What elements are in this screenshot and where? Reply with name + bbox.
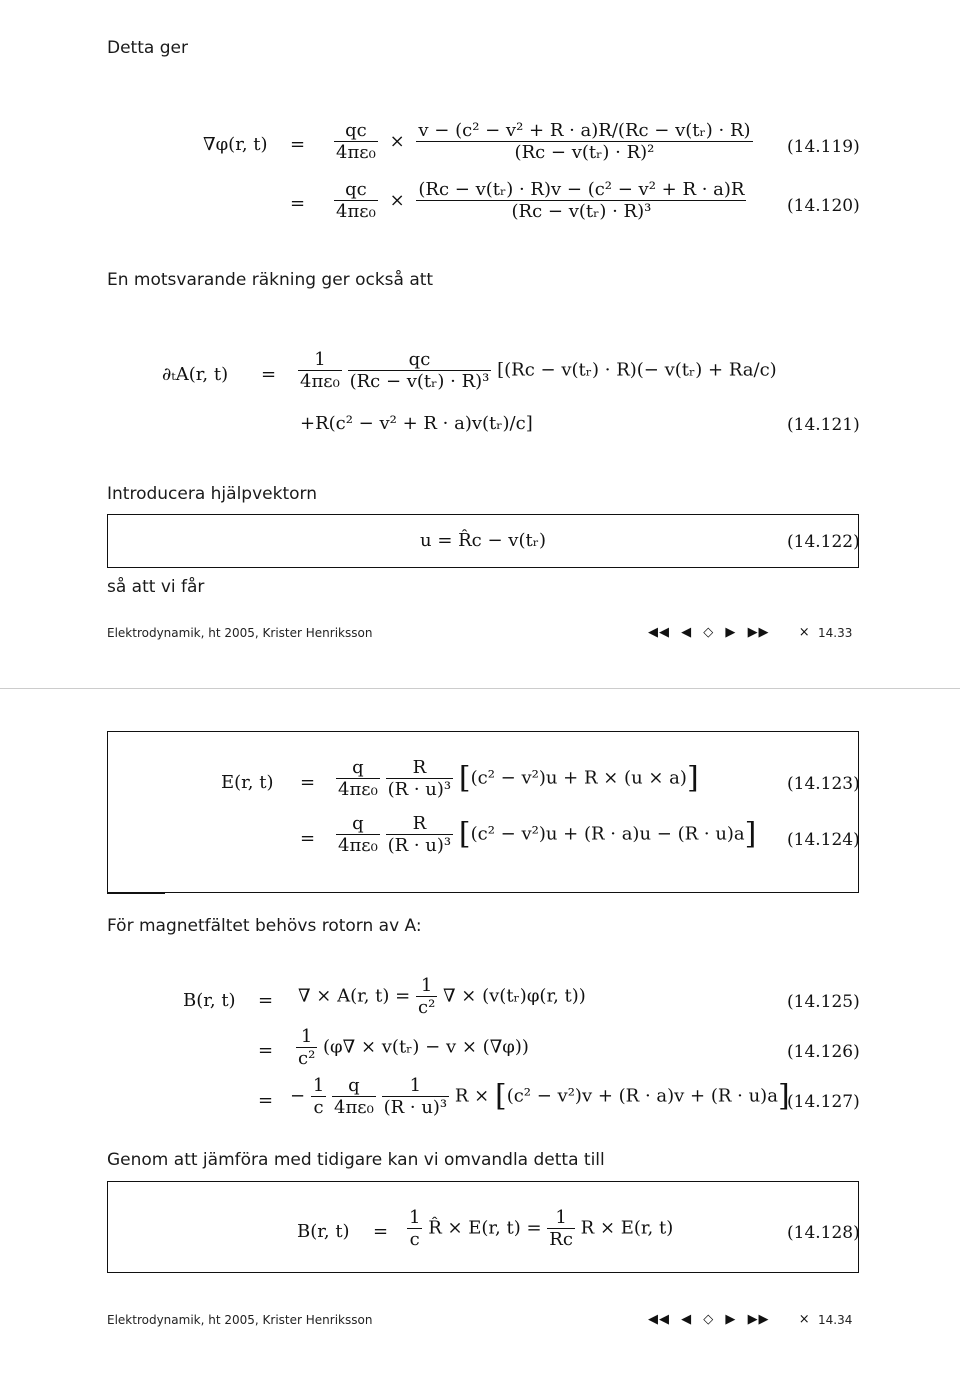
footer-text: Elektrodynamik, ht 2005, Krister Henriksson xyxy=(107,1313,373,1327)
eq128-rel: = xyxy=(373,1221,389,1242)
home-icon[interactable]: ◇ xyxy=(703,625,715,640)
text-magnetfaltet: För magnetfältet behövs rotorn av A: xyxy=(107,916,422,936)
eq119-rhs: $\frac{qc}{\text{4πε₀}}$ × $\frac{\text{v − (c² − v² + R · a)R/(Rc − v(tᵣ) · R)}}{\text{(Rc − v(tᵣ) · R)²}}$ xyxy=(336,120,751,163)
eq119-lhs: ∇φ(r, t) xyxy=(203,134,268,155)
close-icon[interactable]: × xyxy=(798,625,811,640)
text-genom-att: Genom att jämföra med tidigare kan vi omvandla detta till xyxy=(107,1150,605,1170)
eq121-number: (14.121) xyxy=(787,415,860,435)
eq125-rhs: ∇ × A(r, t) = $\frac{1}{\text{c²}}$ ∇ × (v(tᵣ)φ(r, t)) xyxy=(298,975,586,1018)
box-underline xyxy=(107,893,165,894)
eq121-rhs: $\frac{1}{\text{4πε₀}}$ $\frac{qc}{\text{(Rc − v(tᵣ) · R)³}}$ [(Rc − v(tᵣ) · R)(− v(tᵣ) + Ra/c) xyxy=(300,349,777,392)
home-icon[interactable]: ◇ xyxy=(703,1312,715,1327)
eq127-rel: = xyxy=(258,1090,274,1111)
page-number: 14.33 xyxy=(818,626,853,640)
footer-text: Elektrodynamik, ht 2005, Krister Henriksson xyxy=(107,626,373,640)
eq124-rhs: $\frac{q}{\text{4πε₀}}$ $\frac{R}{\text{(R · u)³}}$ [(c² − v²)u + (R · a)u − (R · u)a] xyxy=(338,813,757,856)
eq123-rel: = xyxy=(300,772,316,793)
eq123-124-box xyxy=(107,731,859,893)
eq121-rel: = xyxy=(261,364,277,385)
eq128-rhs: $\frac{1}{c}$ R̂ × E(r, t) = $\frac{1}{Rc}$ R × E(r, t) xyxy=(409,1207,674,1250)
eq123-rhs: $\frac{q}{\text{4πε₀}}$ $\frac{R}{\text{(R · u)³}}$ [(c² − v²)u + R × (u × a)] xyxy=(338,757,699,800)
eq121-lhs: ∂ₜA(r, t) xyxy=(162,364,229,385)
eq120-rhs: $\frac{qc}{\text{4πε₀}}$ × $\frac{\text{(Rc − v(tᵣ) · R)v − (c² − v² + R · a)R}}{\text{(Rc − v(tᵣ) · R)³}}$ xyxy=(336,179,745,222)
eq125-rel: = xyxy=(258,990,274,1011)
close-icon[interactable]: × xyxy=(798,1312,811,1327)
eq125-lhs: B(r, t) xyxy=(183,990,236,1011)
last-slide-icon[interactable]: ▶▶ xyxy=(747,625,770,640)
eq119-number: (14.119) xyxy=(787,137,860,157)
intro-text: Detta ger xyxy=(107,38,188,58)
text-motsvarande: En motsvarande räkning ger också att xyxy=(107,270,434,290)
next-slide-icon[interactable]: ▶ xyxy=(725,1312,737,1327)
slide-divider xyxy=(0,688,960,689)
eq124-number: (14.124) xyxy=(787,830,860,850)
text-sa-att: så att vi får xyxy=(107,577,205,597)
prev-slide-icon[interactable]: ◀ xyxy=(681,1312,693,1327)
eq120-number: (14.120) xyxy=(787,196,860,216)
eq123-lhs: E(r, t) xyxy=(221,772,274,793)
eq128-number: (14.128) xyxy=(787,1223,860,1243)
slide-nav xyxy=(648,625,811,640)
first-slide-icon[interactable]: ◀◀ xyxy=(648,625,670,640)
eq121-line2: +R(c² − v² + R · a)v(tᵣ)/c] xyxy=(300,413,533,434)
eq119-rel: = xyxy=(290,134,306,155)
eq122-number: (14.122) xyxy=(787,532,860,552)
eq128-lhs: B(r, t) xyxy=(297,1221,350,1242)
eq126-rhs: $\frac{1}{\text{c²}}$ (φ∇ × v(tᵣ) − v × (∇φ)) xyxy=(298,1026,529,1069)
eq127-rhs: − $\frac{1}{c}$ $\frac{q}{\text{4πε₀}}$ $\frac{1}{\text{(R · u)³}}$ R × [(c² − v²)v + (R · a)v + (R · u)a] xyxy=(290,1075,790,1118)
last-slide-icon[interactable]: ▶▶ xyxy=(747,1312,770,1327)
slide-nav xyxy=(648,1312,811,1327)
eq125-number: (14.125) xyxy=(787,992,860,1012)
eq120-rel: = xyxy=(290,193,306,214)
eq123-number: (14.123) xyxy=(787,774,860,794)
first-slide-icon[interactable]: ◀◀ xyxy=(648,1312,670,1327)
eq122: u = R̂c − v(tᵣ) xyxy=(420,530,546,551)
eq127-number: (14.127) xyxy=(787,1092,860,1112)
text-introducera: Introducera hjälpvektorn xyxy=(107,484,317,504)
eq126-rel: = xyxy=(258,1040,274,1061)
eq126-number: (14.126) xyxy=(787,1042,860,1062)
next-slide-icon[interactable]: ▶ xyxy=(725,625,737,640)
eq124-rel: = xyxy=(300,828,316,849)
page-number: 14.34 xyxy=(818,1313,853,1327)
prev-slide-icon[interactable]: ◀ xyxy=(681,625,693,640)
